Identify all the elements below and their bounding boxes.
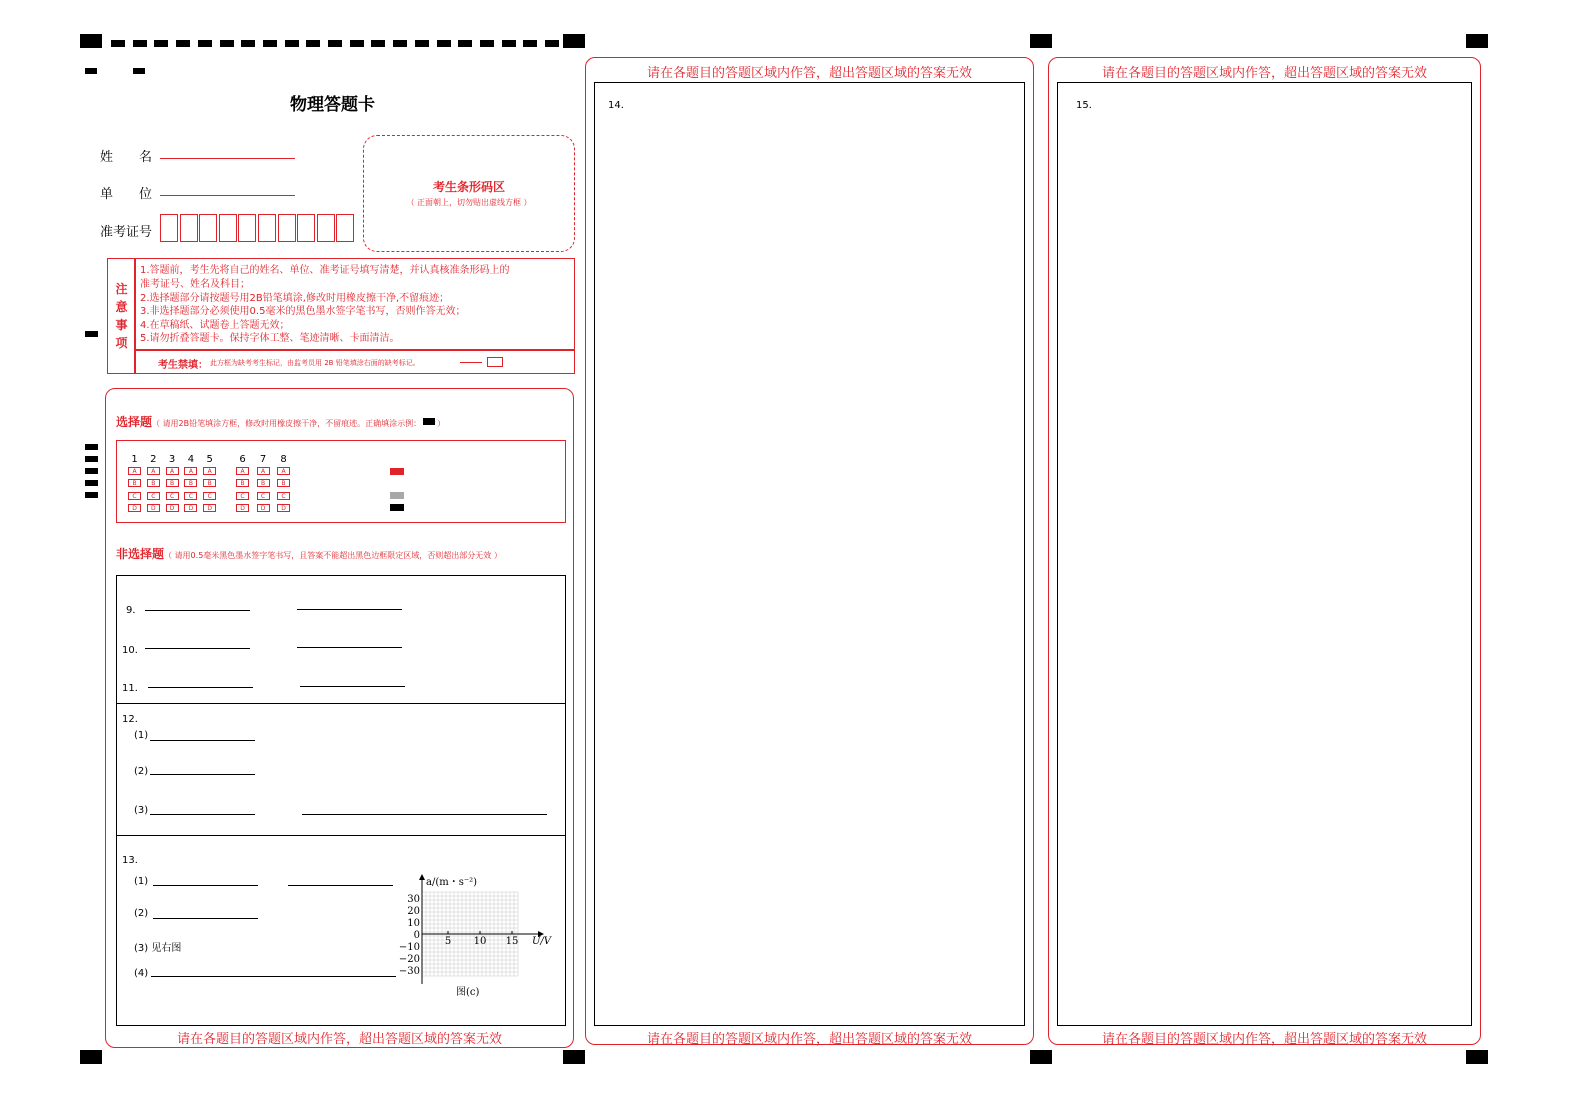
- choice-bubble[interactable]: C: [184, 492, 197, 500]
- page-title: 物理答题卡: [290, 95, 375, 115]
- q13-label: 13．: [122, 855, 145, 866]
- q12-part-1: (1): [134, 730, 149, 741]
- exam-id-label: 准考证号: [100, 225, 153, 240]
- choice-bubble[interactable]: A: [257, 467, 270, 475]
- q12-label: 12．: [122, 714, 145, 725]
- choice-bubble[interactable]: B: [257, 479, 270, 487]
- corner-mark: [1466, 34, 1488, 48]
- exam-id-cell[interactable]: [219, 214, 237, 242]
- choice-bubble[interactable]: C: [257, 492, 270, 500]
- notice-divider-v: [134, 258, 136, 374]
- q9-blank-1[interactable]: [145, 610, 250, 611]
- name-field[interactable]: [160, 158, 295, 159]
- nonchoice-title-text: 非选择题: [116, 547, 165, 561]
- q12-part-3: (3): [134, 805, 149, 816]
- y-tick-label: −20: [398, 954, 420, 965]
- timing-dash: [393, 40, 407, 47]
- timing-mark: [133, 68, 145, 74]
- choice-title: [116, 411, 445, 430]
- forbidden-text: 此方框为缺考考生标记，由监考员用 2B 铅笔填涂右面的缺考标记。: [210, 359, 420, 367]
- timing-dash: [111, 40, 125, 47]
- corner-mark: [1466, 1050, 1488, 1064]
- choice-bubble[interactable]: C: [236, 492, 249, 500]
- timing-dash: [415, 40, 429, 47]
- q9-blank-2[interactable]: [297, 609, 402, 610]
- timing-mark: [85, 456, 98, 462]
- corner-mark: [80, 34, 102, 48]
- notice-divider-h: [134, 349, 575, 351]
- choice-bubble[interactable]: A: [166, 467, 179, 475]
- q13-blank-3[interactable]: [153, 918, 258, 919]
- q13-blank-2[interactable]: [288, 885, 393, 886]
- corner-mark: [1030, 1050, 1052, 1064]
- notice-side-char: 项: [115, 336, 128, 350]
- q14-label: 14．: [608, 100, 631, 111]
- notice-rule: 2.选择题部分请按题号用2B铅笔填涂,修改时用橡皮擦干净,不留痕迹；: [140, 293, 450, 304]
- choice-title-text: 选择题: [116, 415, 153, 429]
- arrow-icon: [460, 362, 482, 363]
- notice-rule: 5.请勿折叠答题卡。保持字体工整、笔迹清晰、卡面清洁。: [140, 333, 400, 344]
- y-axis-arrow: [419, 874, 425, 880]
- fill-example-icon: [423, 418, 435, 425]
- choice-bubble[interactable]: D: [166, 504, 179, 512]
- exam-id-cell[interactable]: [160, 214, 178, 242]
- y-tick-label: 30: [407, 894, 420, 905]
- gray-swatch: [390, 492, 404, 499]
- boundary-notice: 请在各题目的答题区域内作答，超出答题区域的答案无效: [1101, 66, 1427, 81]
- notice-rule: 4.在草稿纸、试题卷上答题无效；: [140, 320, 290, 331]
- q10-blank-2[interactable]: [297, 647, 402, 648]
- timing-dash: [176, 40, 190, 47]
- q15-label: 15．: [1076, 100, 1099, 111]
- q12-blank-2[interactable]: [150, 774, 255, 775]
- timing-mark: [85, 444, 98, 450]
- q11-blank-1[interactable]: [148, 687, 253, 688]
- q11-label: 11．: [122, 683, 145, 694]
- choice-bubble[interactable]: D: [184, 504, 197, 512]
- choice-bubble[interactable]: A: [236, 467, 249, 475]
- choice-bubble[interactable]: C: [147, 492, 160, 500]
- choice-bubble[interactable]: B: [184, 479, 197, 487]
- timing-dash: [154, 40, 168, 47]
- choice-bubble[interactable]: A: [203, 467, 216, 475]
- choice-number: 8: [280, 454, 287, 465]
- timing-dash: [306, 40, 320, 47]
- timing-mark: [85, 480, 98, 486]
- q13-part-2: (2): [134, 908, 149, 919]
- choice-bubble[interactable]: B: [277, 479, 290, 487]
- y-tick-label: −10: [398, 942, 420, 953]
- choice-number: 4: [187, 454, 195, 465]
- choice-bubble[interactable]: C: [166, 492, 179, 500]
- exam-id-cell[interactable]: [297, 214, 315, 242]
- q13-blank-4[interactable]: [151, 976, 396, 977]
- timing-dash: [458, 40, 472, 47]
- exam-id-cell[interactable]: [317, 214, 335, 242]
- choice-bubble[interactable]: D: [147, 504, 160, 512]
- timing-dash: [285, 40, 299, 47]
- red-swatch: [390, 468, 404, 475]
- notice-side-char: 意: [115, 300, 128, 314]
- timing-dash: [263, 40, 277, 47]
- choice-bubble[interactable]: D: [257, 504, 270, 512]
- choice-bubble[interactable]: A: [277, 467, 290, 475]
- exam-id-cell[interactable]: [258, 214, 276, 242]
- notice-side-char: 事: [115, 318, 128, 332]
- timing-dash: [502, 40, 516, 47]
- timing-dash: [350, 40, 364, 47]
- choice-bubble[interactable]: A: [184, 467, 197, 475]
- timing-dash: [328, 40, 342, 47]
- choice-bubble[interactable]: B: [203, 479, 216, 487]
- timing-mark: [85, 331, 98, 337]
- corner-mark: [563, 1050, 585, 1064]
- choice-bubble[interactable]: A: [147, 467, 160, 475]
- timing-dash: [523, 40, 537, 47]
- notice-rule: 准考证号、姓名及科目；: [140, 279, 250, 290]
- choice-instruction-end: ）: [437, 419, 446, 428]
- q12-blank-4[interactable]: [302, 814, 547, 815]
- q15-answer-area[interactable]: [1057, 82, 1472, 1026]
- x-tick-label: 15: [505, 936, 519, 947]
- choice-bubble[interactable]: C: [203, 492, 216, 500]
- choice-number: 1: [131, 454, 138, 465]
- choice-bubble[interactable]: C: [277, 492, 290, 500]
- black-swatch: [390, 504, 404, 511]
- choice-bubble[interactable]: D: [203, 504, 216, 512]
- choice-bubble[interactable]: B: [128, 479, 141, 487]
- timing-dash: [241, 40, 255, 47]
- q12-part-2: (2): [134, 766, 149, 777]
- boundary-notice: 请在各题目的答题区域内作答，超出答题区域的答案无效: [176, 1032, 502, 1047]
- nonchoice-instruction: （ 请用0.5毫米黑色墨水签字笔书写，且答案不能超出黑色边框限定区域，否则超出部分无效 ）: [164, 551, 502, 560]
- q12-blank-3[interactable]: [150, 814, 255, 815]
- graph-ylabel: a/(m・s⁻²): [426, 877, 478, 888]
- choice-number: 6: [239, 454, 246, 465]
- timing-mark: [85, 492, 98, 498]
- unit-label: 单 位: [100, 187, 153, 202]
- timing-mark: [85, 468, 98, 474]
- notice-side-label: [109, 280, 134, 352]
- timing-dash: [437, 40, 451, 47]
- choice-number: 7: [259, 454, 267, 465]
- q11-blank-2[interactable]: [300, 686, 405, 687]
- unit-field[interactable]: [160, 195, 295, 196]
- timing-dash: [371, 40, 385, 47]
- q9-label: 9．: [126, 605, 143, 616]
- q13-part-1: (1): [134, 876, 149, 887]
- name-label: 姓 名: [100, 150, 153, 165]
- x-tick-label: 5: [444, 936, 452, 947]
- q14-answer-area[interactable]: [594, 82, 1025, 1026]
- timing-mark: [85, 68, 97, 74]
- q13-part-4: (4): [134, 968, 149, 979]
- y-tick-label: 0: [413, 930, 420, 941]
- exam-id-cell[interactable]: [180, 214, 198, 242]
- boundary-notice: 请在各题目的答题区域内作答，超出答题区域的答案无效: [646, 1032, 972, 1047]
- timing-dash: [480, 40, 494, 47]
- corner-mark: [563, 34, 585, 48]
- boundary-notice: 请在各题目的答题区域内作答，超出答题区域的答案无效: [646, 66, 972, 81]
- choice-instruction: （ 请用2B铅笔填涂方框，修改时用橡皮擦干净，不留痕迹。正确填涂示例：: [152, 419, 422, 428]
- q12-blank-1[interactable]: [150, 740, 255, 741]
- timing-dash: [220, 40, 234, 47]
- y-tick-label: 20: [407, 906, 420, 917]
- answer-area-12[interactable]: [116, 703, 566, 836]
- choice-number: 2: [150, 454, 157, 465]
- notice-rule: 1.答题前，考生先将自己的姓名、单位、准考证号填写清楚，并认真核准条形码上的: [140, 265, 510, 276]
- choice-bubble[interactable]: D: [128, 504, 141, 512]
- timing-dash: [545, 40, 559, 47]
- y-tick-label: 10: [407, 918, 420, 929]
- choice-bubble[interactable]: C: [128, 492, 141, 500]
- timing-dash: [198, 40, 212, 47]
- exam-id-cell[interactable]: [199, 214, 217, 242]
- exam-id-cell[interactable]: [336, 214, 354, 242]
- choice-bubble[interactable]: D: [236, 504, 249, 512]
- answer-area-9-11[interactable]: [116, 575, 566, 704]
- graph-grid[interactable]: [396, 870, 556, 1000]
- corner-mark: [80, 1050, 102, 1064]
- x-axis-label: U/V: [532, 936, 552, 947]
- nonchoice-title: [116, 543, 502, 562]
- q10-blank-1[interactable]: [145, 648, 250, 649]
- choice-number: 3: [168, 454, 176, 465]
- q10-label: 10．: [122, 645, 145, 656]
- absent-mark-box[interactable]: [487, 357, 503, 367]
- timing-dash: [133, 40, 147, 47]
- boundary-notice: 请在各题目的答题区域内作答，超出答题区域的答案无效: [1101, 1032, 1427, 1047]
- x-tick-label: 10: [473, 936, 487, 947]
- y-tick-label: −30: [398, 966, 420, 977]
- choice-bubble[interactable]: D: [277, 504, 290, 512]
- q13-blank-1[interactable]: [153, 885, 258, 886]
- choice-bubble[interactable]: B: [236, 479, 249, 487]
- corner-mark: [1030, 34, 1052, 48]
- graph-caption: 图(c): [456, 987, 480, 998]
- choice-bubble[interactable]: B: [166, 479, 179, 487]
- barcode-title: 考生条形码区: [432, 180, 505, 194]
- choice-bubble[interactable]: A: [128, 467, 141, 475]
- choice-number: 5: [206, 454, 213, 465]
- q13-part-3: (3) 见右图: [134, 943, 182, 954]
- notice-rule: 3.非选择题部分必须使用0.5毫米的黑色墨水签字笔书写，否则作答无效；: [140, 306, 466, 317]
- choice-bubble[interactable]: B: [147, 479, 160, 487]
- forbidden-label: 考生禁填：: [158, 360, 208, 371]
- notice-side-char: 注: [115, 282, 128, 296]
- barcode-subtitle: （ 正面朝上，切勿贴出虚线方框 ）: [406, 198, 532, 207]
- exam-id-cell[interactable]: [278, 214, 296, 242]
- exam-id-cell[interactable]: [238, 214, 256, 242]
